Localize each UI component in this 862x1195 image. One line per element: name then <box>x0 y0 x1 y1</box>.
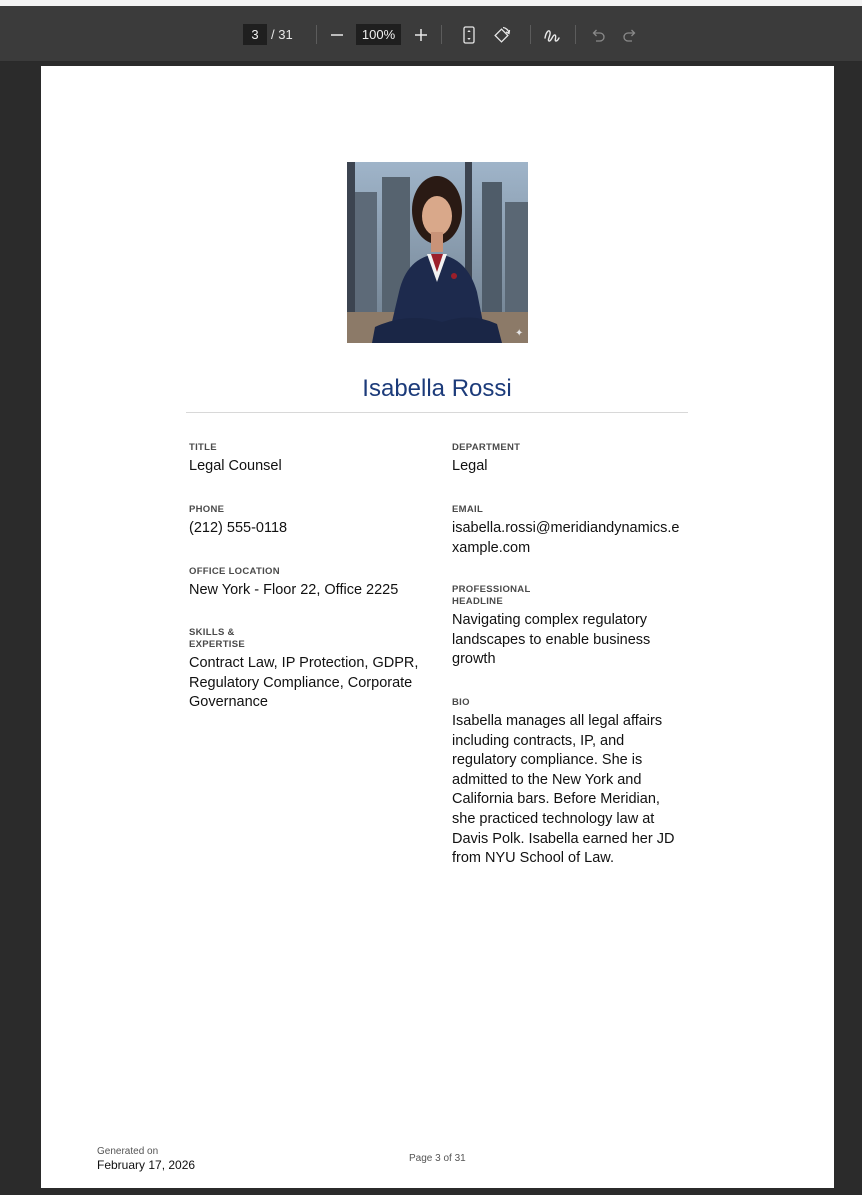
name-divider <box>186 412 688 413</box>
zoom-in-button[interactable] <box>409 23 433 47</box>
field-office-location <box>189 566 419 601</box>
field-value: Navigating complex regulatory landscapes to enable business growth <box>452 612 651 668</box>
field-value: isabella.rossi@meridiandynamics.example.com <box>452 520 680 556</box>
page-number-input[interactable]: 3 <box>243 24 267 45</box>
footer-page-number: Page 3 of 31 <box>409 1153 466 1164</box>
field-value: Legal Counsel <box>189 458 282 474</box>
generated-label: Generated on <box>97 1146 159 1157</box>
field-label: OFFICE LOCATION <box>189 566 280 577</box>
zoom-level-input[interactable]: 100% <box>356 24 401 45</box>
draw-button[interactable] <box>540 23 564 47</box>
toolbar-divider <box>441 25 442 44</box>
field-label: PROFESSIONAL HEADLINE <box>452 584 531 607</box>
undo-button[interactable] <box>586 23 610 47</box>
field-email <box>452 504 684 558</box>
field-label: EMAIL <box>452 504 484 515</box>
field-value: (212) 555-0118 <box>189 520 288 536</box>
plus-icon <box>414 28 428 42</box>
field-skills <box>189 627 419 713</box>
footer-generated <box>97 1146 195 1172</box>
field-value: Isabella manages all legal affairs including contracts, IP, and regulatory compliance. She is admitted to the New York and California bars. Before Meridian, she practiced technology law at Davis Polk. Isabella earned her JD from NYU School of Law. <box>452 713 675 867</box>
redo-icon <box>622 27 638 43</box>
page-total-label: / 31 <box>271 27 293 42</box>
toolbar-divider <box>316 25 317 44</box>
field-label: PHONE <box>189 504 225 515</box>
rotate-icon <box>492 25 512 45</box>
field-value: Contract Law, IP Protection, GDPR, Regulatory Compliance, Corporate Governance <box>189 655 419 711</box>
field-label: BIO <box>452 697 470 708</box>
pdf-toolbar <box>0 6 862 62</box>
field-value: New York - Floor 22, Office 2225 <box>189 582 399 598</box>
field-value: Legal <box>452 458 488 474</box>
field-bio <box>452 697 684 869</box>
field-department <box>452 442 684 477</box>
toolbar-divider <box>530 25 531 44</box>
viewer-left-gutter <box>0 62 41 1195</box>
redo-button[interactable] <box>618 23 642 47</box>
svg-text:✦: ✦ <box>515 328 524 339</box>
scrollbar-track[interactable] <box>848 62 862 1195</box>
field-title <box>189 442 419 477</box>
fit-page-button[interactable] <box>457 23 481 47</box>
draw-icon <box>543 26 561 44</box>
undo-icon <box>590 27 606 43</box>
pdf-page <box>41 66 834 1188</box>
field-headline <box>452 584 684 670</box>
rotate-button[interactable] <box>490 23 514 47</box>
field-label: SKILLS & EXPERTISE <box>189 627 246 650</box>
zoom-out-button[interactable] <box>325 23 349 47</box>
profile-name: Isabella Rossi <box>362 375 512 402</box>
minus-icon <box>330 28 344 42</box>
toolbar-divider <box>575 25 576 44</box>
profile-photo <box>347 162 528 343</box>
field-phone <box>189 504 419 539</box>
fit-page-icon <box>461 26 477 44</box>
field-label: DEPARTMENT <box>452 442 521 453</box>
field-label: TITLE <box>189 442 217 453</box>
generated-date: February 17, 2026 <box>97 1158 196 1172</box>
